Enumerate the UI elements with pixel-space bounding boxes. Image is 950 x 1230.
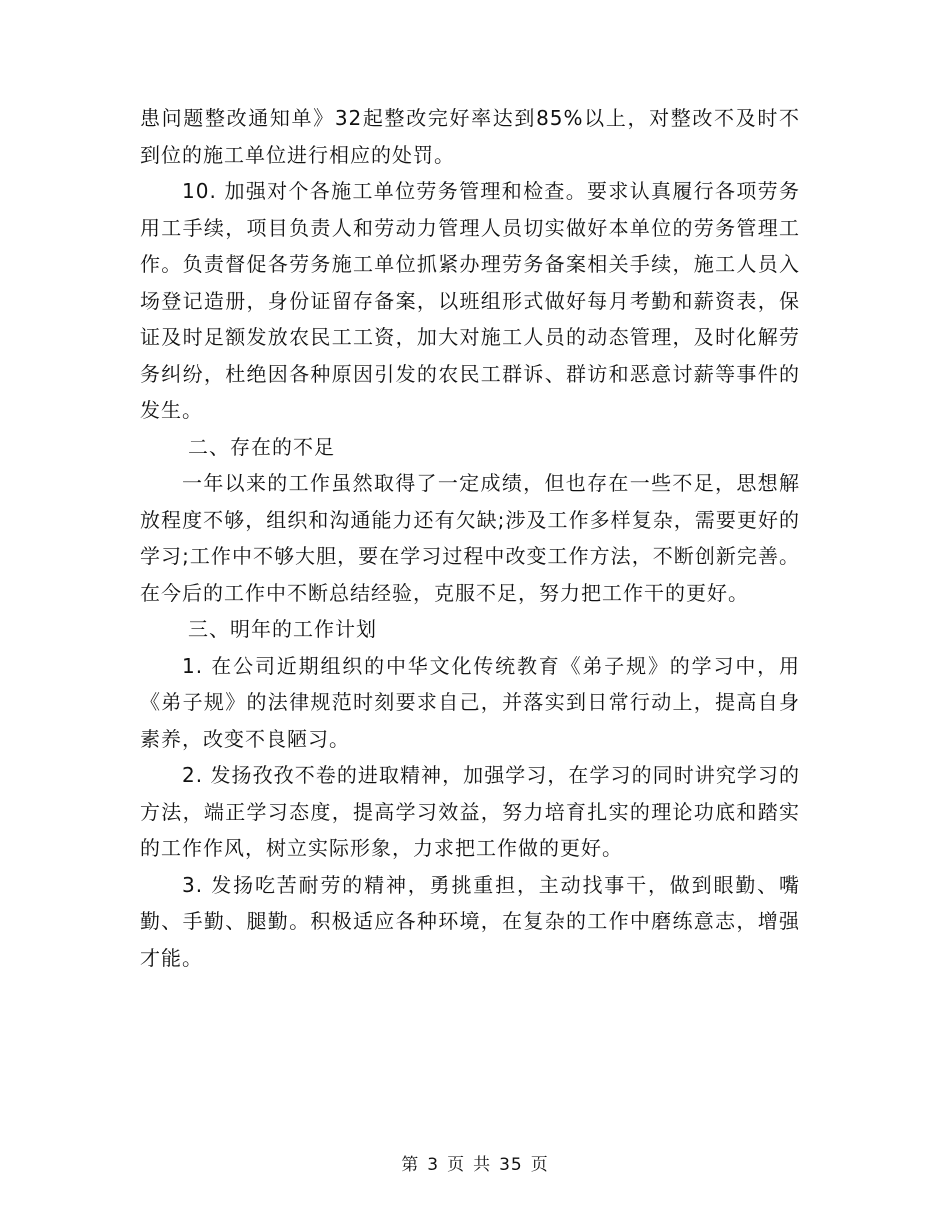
footer-prefix: 第 — [401, 1155, 420, 1175]
section-heading-shortcomings: 二、存在的不足 — [188, 434, 335, 459]
footer-total-word: 共 — [473, 1155, 492, 1175]
document-body — [140, 100, 800, 976]
page-footer — [0, 1150, 950, 1175]
footer-total-pages: 35 — [499, 1155, 523, 1175]
footer-current-page: 3 — [427, 1155, 440, 1175]
paragraph-item-10: 10. 加强对个各施工单位劳务管理和检查。要求认真履行各项劳务用工手续，项目负责人和劳动力管理人员切实做好本单位的劳务管理工作。负责督促各劳务施工单位抓紧办理劳务备案相关手续，施工人员入场登记造册，身份证留存备案，以班组形式做好每月考勤和薪资表，保证及时足额发放农民工工资，加大对施工人员的动态管理，及时化解劳务纠纷，杜绝因各种原因引发的农民工群诉、群访和恶意讨薪等事件的发生。 — [140, 179, 800, 422]
paragraph-plan-item-1: 1. 在公司近期组织的中华文化传统教育《弟子规》的学习中，用《弟子规》的法律规范时刻要求自己，并落实到日常行动上，提高自身素养，改变不良陋习。 — [140, 653, 800, 751]
paragraph-shortcomings: 一年以来的工作虽然取得了一定成绩，但也存在一些不足，思想解放程度不够，组织和沟通能力还有欠缺;涉及工作多样复杂，需要更好的学习;工作中不够大胆，要在学习过程中改变工作方法，不断创新完善。在今后的工作中不断总结经验，克服不足，努力把工作干的更好。 — [140, 471, 800, 605]
section-heading-next-year-plan: 三、明年的工作计划 — [188, 617, 377, 641]
paragraph-plan-item-2: 2. 发扬孜孜不卷的进取精神，加强学习，在学习的同时讲究学习的方法，端正学习态度，提高学习效益，努力培育扎实的理论功底和踏实的工作作风，树立实际形象，力求把工作做的更好。 — [140, 763, 800, 860]
footer-suffix: 页 — [530, 1155, 549, 1175]
paragraph-plan-item-3: 3. 发扬吃苦耐劳的精神，勇挑重担，主动找事干，做到眼勤、嘴勤、手勤、腿勤。积极适应各种环境，在复杂的工作中磨练意志，增强才能。 — [140, 872, 800, 970]
footer-page-word: 页 — [447, 1155, 466, 1175]
paragraph-continuation: 患问题整改通知单》32起整改完好率达到85%以上，对整改不及时不到位的施工单位进行相应的处罚。 — [140, 106, 800, 167]
